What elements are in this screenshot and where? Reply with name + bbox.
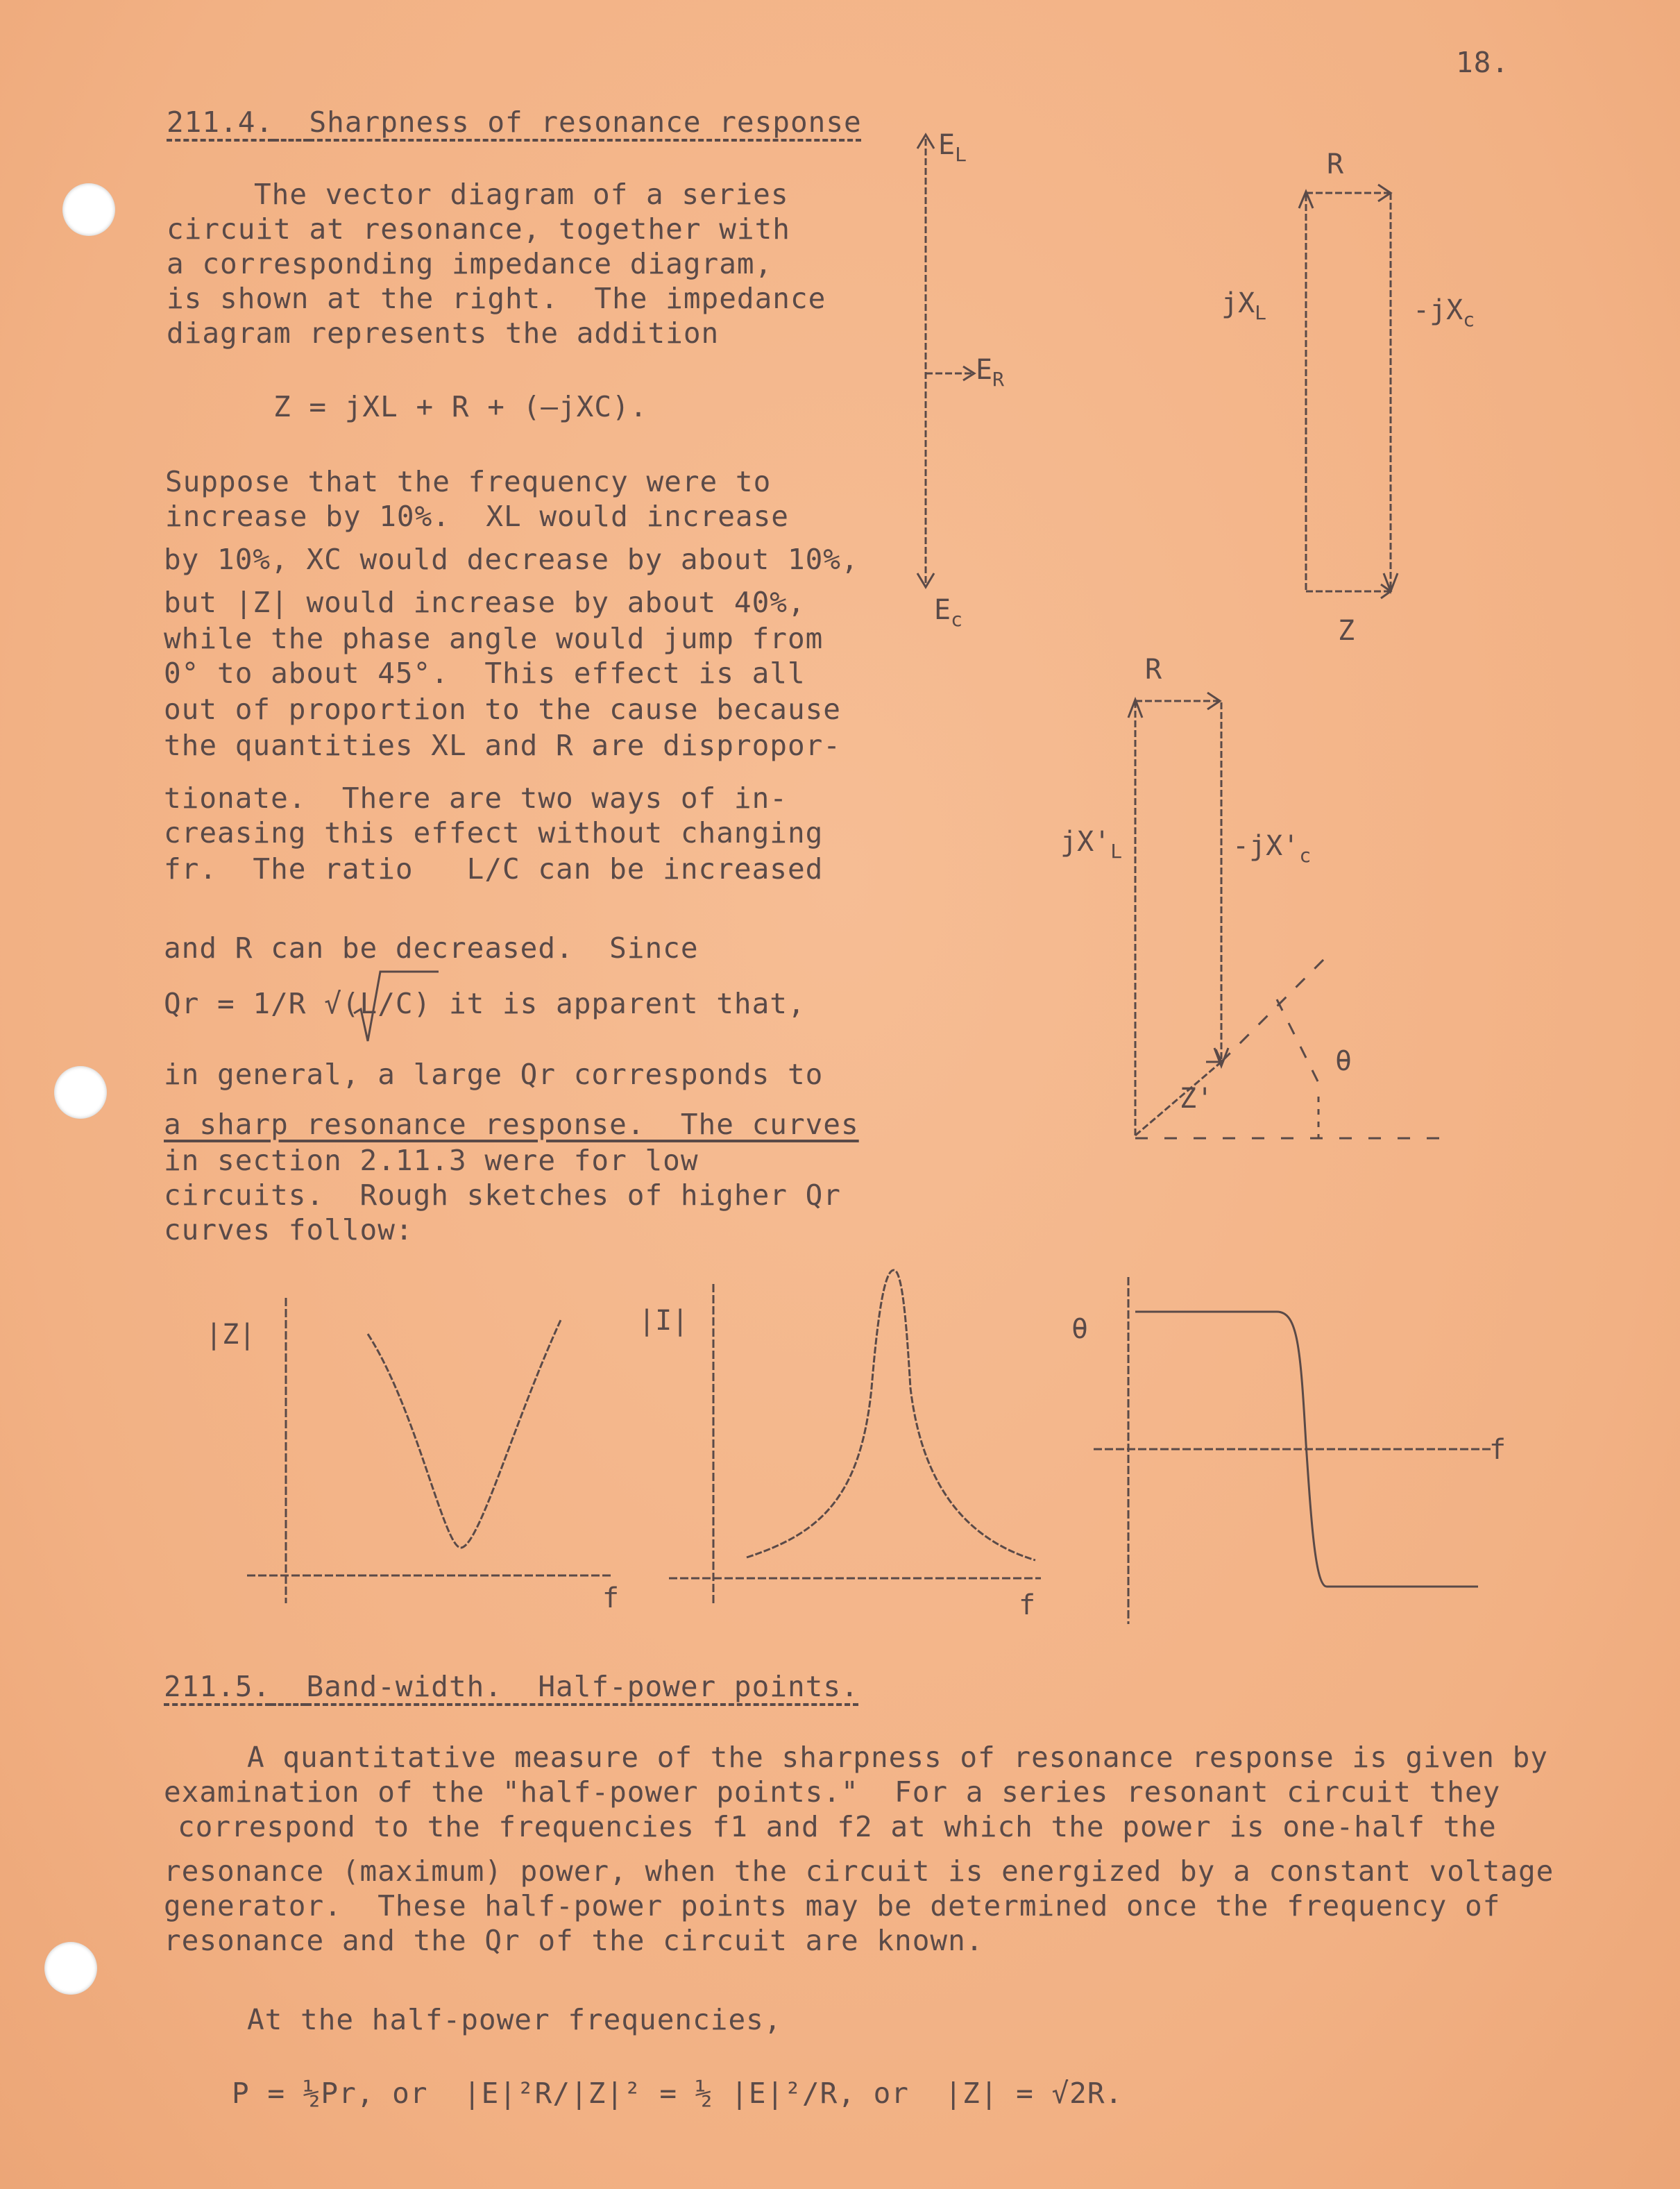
text-line: correspond to the frequencies f1 and f2 at which the power is one-half the [178,1810,1497,1843]
text-line: out of proportion to the cause because [164,693,841,726]
jxc2-label: $-jX'_c$ [1232,830,1312,867]
text-line: circuits. Rough sketches of higher Qr [164,1178,841,1212]
text-line: resonance (maximum) power, when the circuit is energized by a constant voltage [164,1854,1554,1888]
text-line: and R can be decreased. Since [164,931,699,965]
section-heading [164,1668,859,1705]
text-line: circuit at resonance, together with [167,212,790,246]
page-number: 18. [1456,46,1510,79]
text-line: tionate. There are two ways of in- [164,781,788,815]
text-line: the quantities XL and R are dispropor- [164,729,841,762]
theta-angle-label: θ [1335,1045,1352,1077]
el-label: $E_L$ [938,129,967,166]
angle-arc [1277,999,1318,1083]
section-number: 211.4. [167,105,274,139]
jxl2-label: $jX'_L$ [1060,826,1123,863]
theta-f-label: f [1489,1434,1507,1466]
r2-label: R [1145,654,1162,686]
text-line: by 10%, XC would decrease by about 10%, [164,543,859,576]
text-line: 0° to about 45°. This effect is all [164,657,806,690]
z-curve [368,1320,561,1548]
text-line: A quantitative measure of the sharpness of resonance response is given by [247,1741,1548,1774]
z-label: Z [1338,615,1355,647]
text-line: in general, a large Qr corresponds to [164,1058,824,1091]
i-f-label: f [1019,1589,1036,1621]
ec-label: $E_c$ [934,594,962,631]
text-line: resonance and the Qr of the circuit are known. [164,1924,984,1957]
q-formula-line: Qr = 1/R √(L/C) it is apparent that, [164,987,806,1020]
section-title: Band-width. Half-power points. [306,1670,859,1703]
section-number: 211.5. [164,1670,271,1703]
theta-axis-label: θ [1071,1313,1089,1345]
half-power-equation: P = ½Pr, or |E|²R/|Z|² = ½ |E|²/R, or |Z| = √2R. [232,2077,1123,2110]
radical-sign [354,972,439,1041]
text-line: a corresponding impedance diagram, [167,247,773,280]
z-f-label: f [602,1582,620,1614]
text-line: diagram represents the addition [167,316,720,350]
text-line: Suppose that the frequency were to [165,465,772,498]
z2-label: Z' [1180,1083,1214,1115]
text-line: increase by 10%. XL would increase [165,500,789,533]
text-line: The vector diagram of a series [254,178,789,211]
i-curve [747,1270,1035,1560]
text-line: is shown at the right. The impedance [167,282,826,315]
section-title: Sharpness of resonance response [309,105,862,139]
text-line: in section 2.11.3 were for low [164,1144,699,1177]
text-line: a sharp resonance response. The curves [164,1108,859,1141]
text-line: generator. These half-power points may be determined once the frequency of [164,1889,1501,1922]
i-axis-label: |I| [638,1305,689,1337]
impedance-equation: Z = jXL + R + (—jXC). [273,390,648,423]
text-line: examination of the "half-power points." For a series resonant circuit they [164,1775,1501,1809]
jxc-label: $-jX_c$ [1413,294,1475,331]
jxl-label: $jX_L$ [1221,287,1267,324]
text-line: while the phase angle would jump from [164,622,824,655]
text-line: At the half-power frequencies, [247,2003,782,2036]
z2-extension [1221,958,1325,1062]
text-line: fr. The ratio L/C can be increased [164,852,824,886]
z-axis-label: |Z| [205,1319,256,1351]
er-label: $E_R$ [976,354,1004,391]
text-line: creasing this effect without changing [164,816,824,850]
text-line: curves follow: [164,1213,414,1246]
r-label: R [1327,149,1344,180]
text-line: but |Z| would increase by about 40%, [164,586,806,619]
